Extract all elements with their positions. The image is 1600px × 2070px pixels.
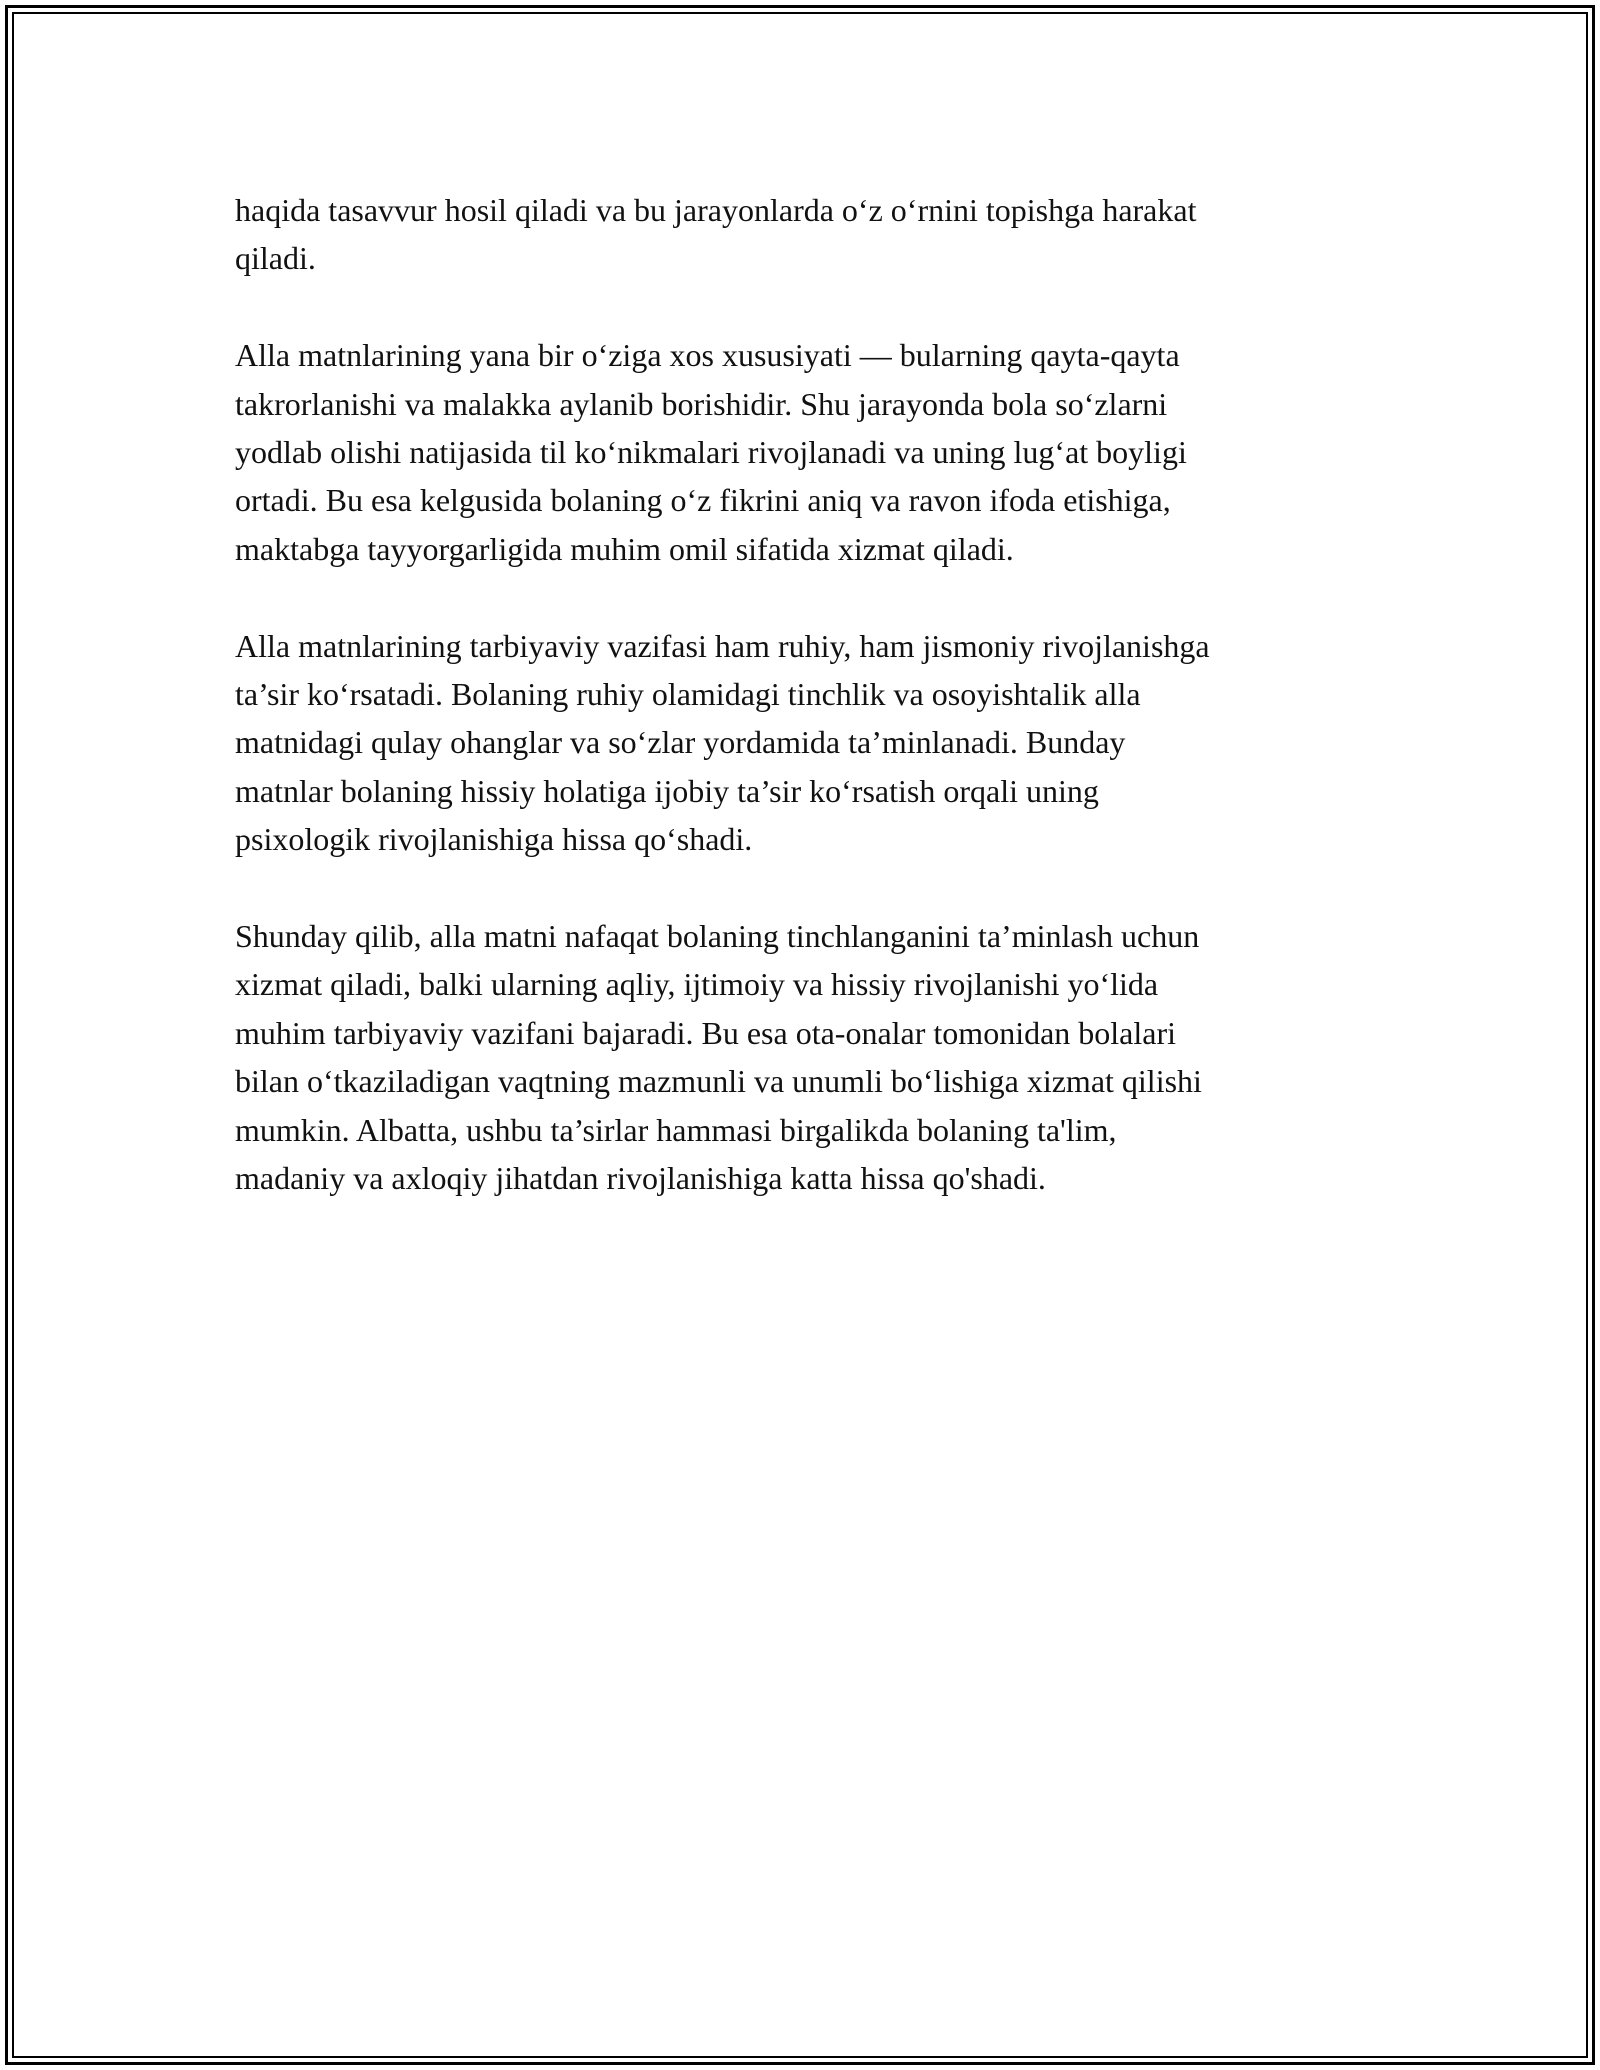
paragraph-4 bbox=[235, 912, 1365, 1202]
paragraph-1 bbox=[235, 186, 1365, 283]
text-line: haqida tasavvur hosil qiladi va bu jarayonlarda o‘z o‘rnini topishga harakat bbox=[235, 192, 1197, 228]
text-line: qiladi. bbox=[235, 240, 316, 277]
text-line: Alla matnlarining tarbiyaviy vazifasi ham ruhiy, ham jismoniy rivojlanishga bbox=[235, 627, 1210, 664]
text-line: maktabga tayyorgarligida muhim omil sifatida xizmat qiladi. bbox=[235, 530, 1014, 567]
text-line: matnidagi qulay ohanglar va so‘zlar yordamida ta’minlanadi. Bunday bbox=[235, 724, 1126, 761]
paragraph-3 bbox=[235, 622, 1365, 864]
text-line: matnlar bolaning hissiy holatiga ijobiy ta’sir ko‘rsatish orqali uning bbox=[235, 772, 1099, 809]
text-line: xizmat qiladi, balki ularning aqliy, ijtimoiy va hissiy rivojlanishi yo‘lida bbox=[235, 966, 1159, 1003]
text-line: psixologik rivojlanishiga hissa qo‘shadi. bbox=[235, 821, 753, 858]
text-line: takrorlanishi va malakka aylanib borishidir. Shu jarayonda bola so‘zlarni bbox=[235, 385, 1168, 422]
text-line: ta’sir ko‘rsatadi. Bolaning ruhiy olamidagi tinchlik va osoyishtalik alla bbox=[235, 676, 1141, 713]
text-line: muhim tarbiyaviy vazifani bajaradi. Bu esa ota-onalar tomonidan bolalari bbox=[235, 1014, 1177, 1051]
text-line: bilan o‘tkaziladigan vaqtning mazmunli va unumli bo‘lishiga xizmat qilishi bbox=[235, 1063, 1202, 1100]
text-line: ortadi. Bu esa kelgusida bolaning o‘z fikrini aniq va ravon ifoda etishiga, bbox=[235, 482, 1171, 519]
paragraph-2 bbox=[235, 331, 1365, 573]
text-line: Shunday qilib, alla matni nafaqat bolaning tinchlanganini ta’minlash uchun bbox=[235, 918, 1200, 955]
text-line: yodlab olishi natijasida til ko‘nikmalari rivojlanadi va uning lug‘at boyligi bbox=[235, 434, 1187, 471]
document-body bbox=[235, 186, 1365, 1251]
text-line: madaniy va axloqiy jihatdan rivojlanishiga katta hissa qo'shadi. bbox=[235, 1160, 1046, 1197]
text-line: Alla matnlarining yana bir o‘ziga xos xususiyati — bularning qayta-qayta bbox=[235, 337, 1180, 374]
text-line: mumkin. Albatta, ushbu ta’sirlar hammasi birgalikda bolaning ta'lim, bbox=[235, 1111, 1117, 1148]
